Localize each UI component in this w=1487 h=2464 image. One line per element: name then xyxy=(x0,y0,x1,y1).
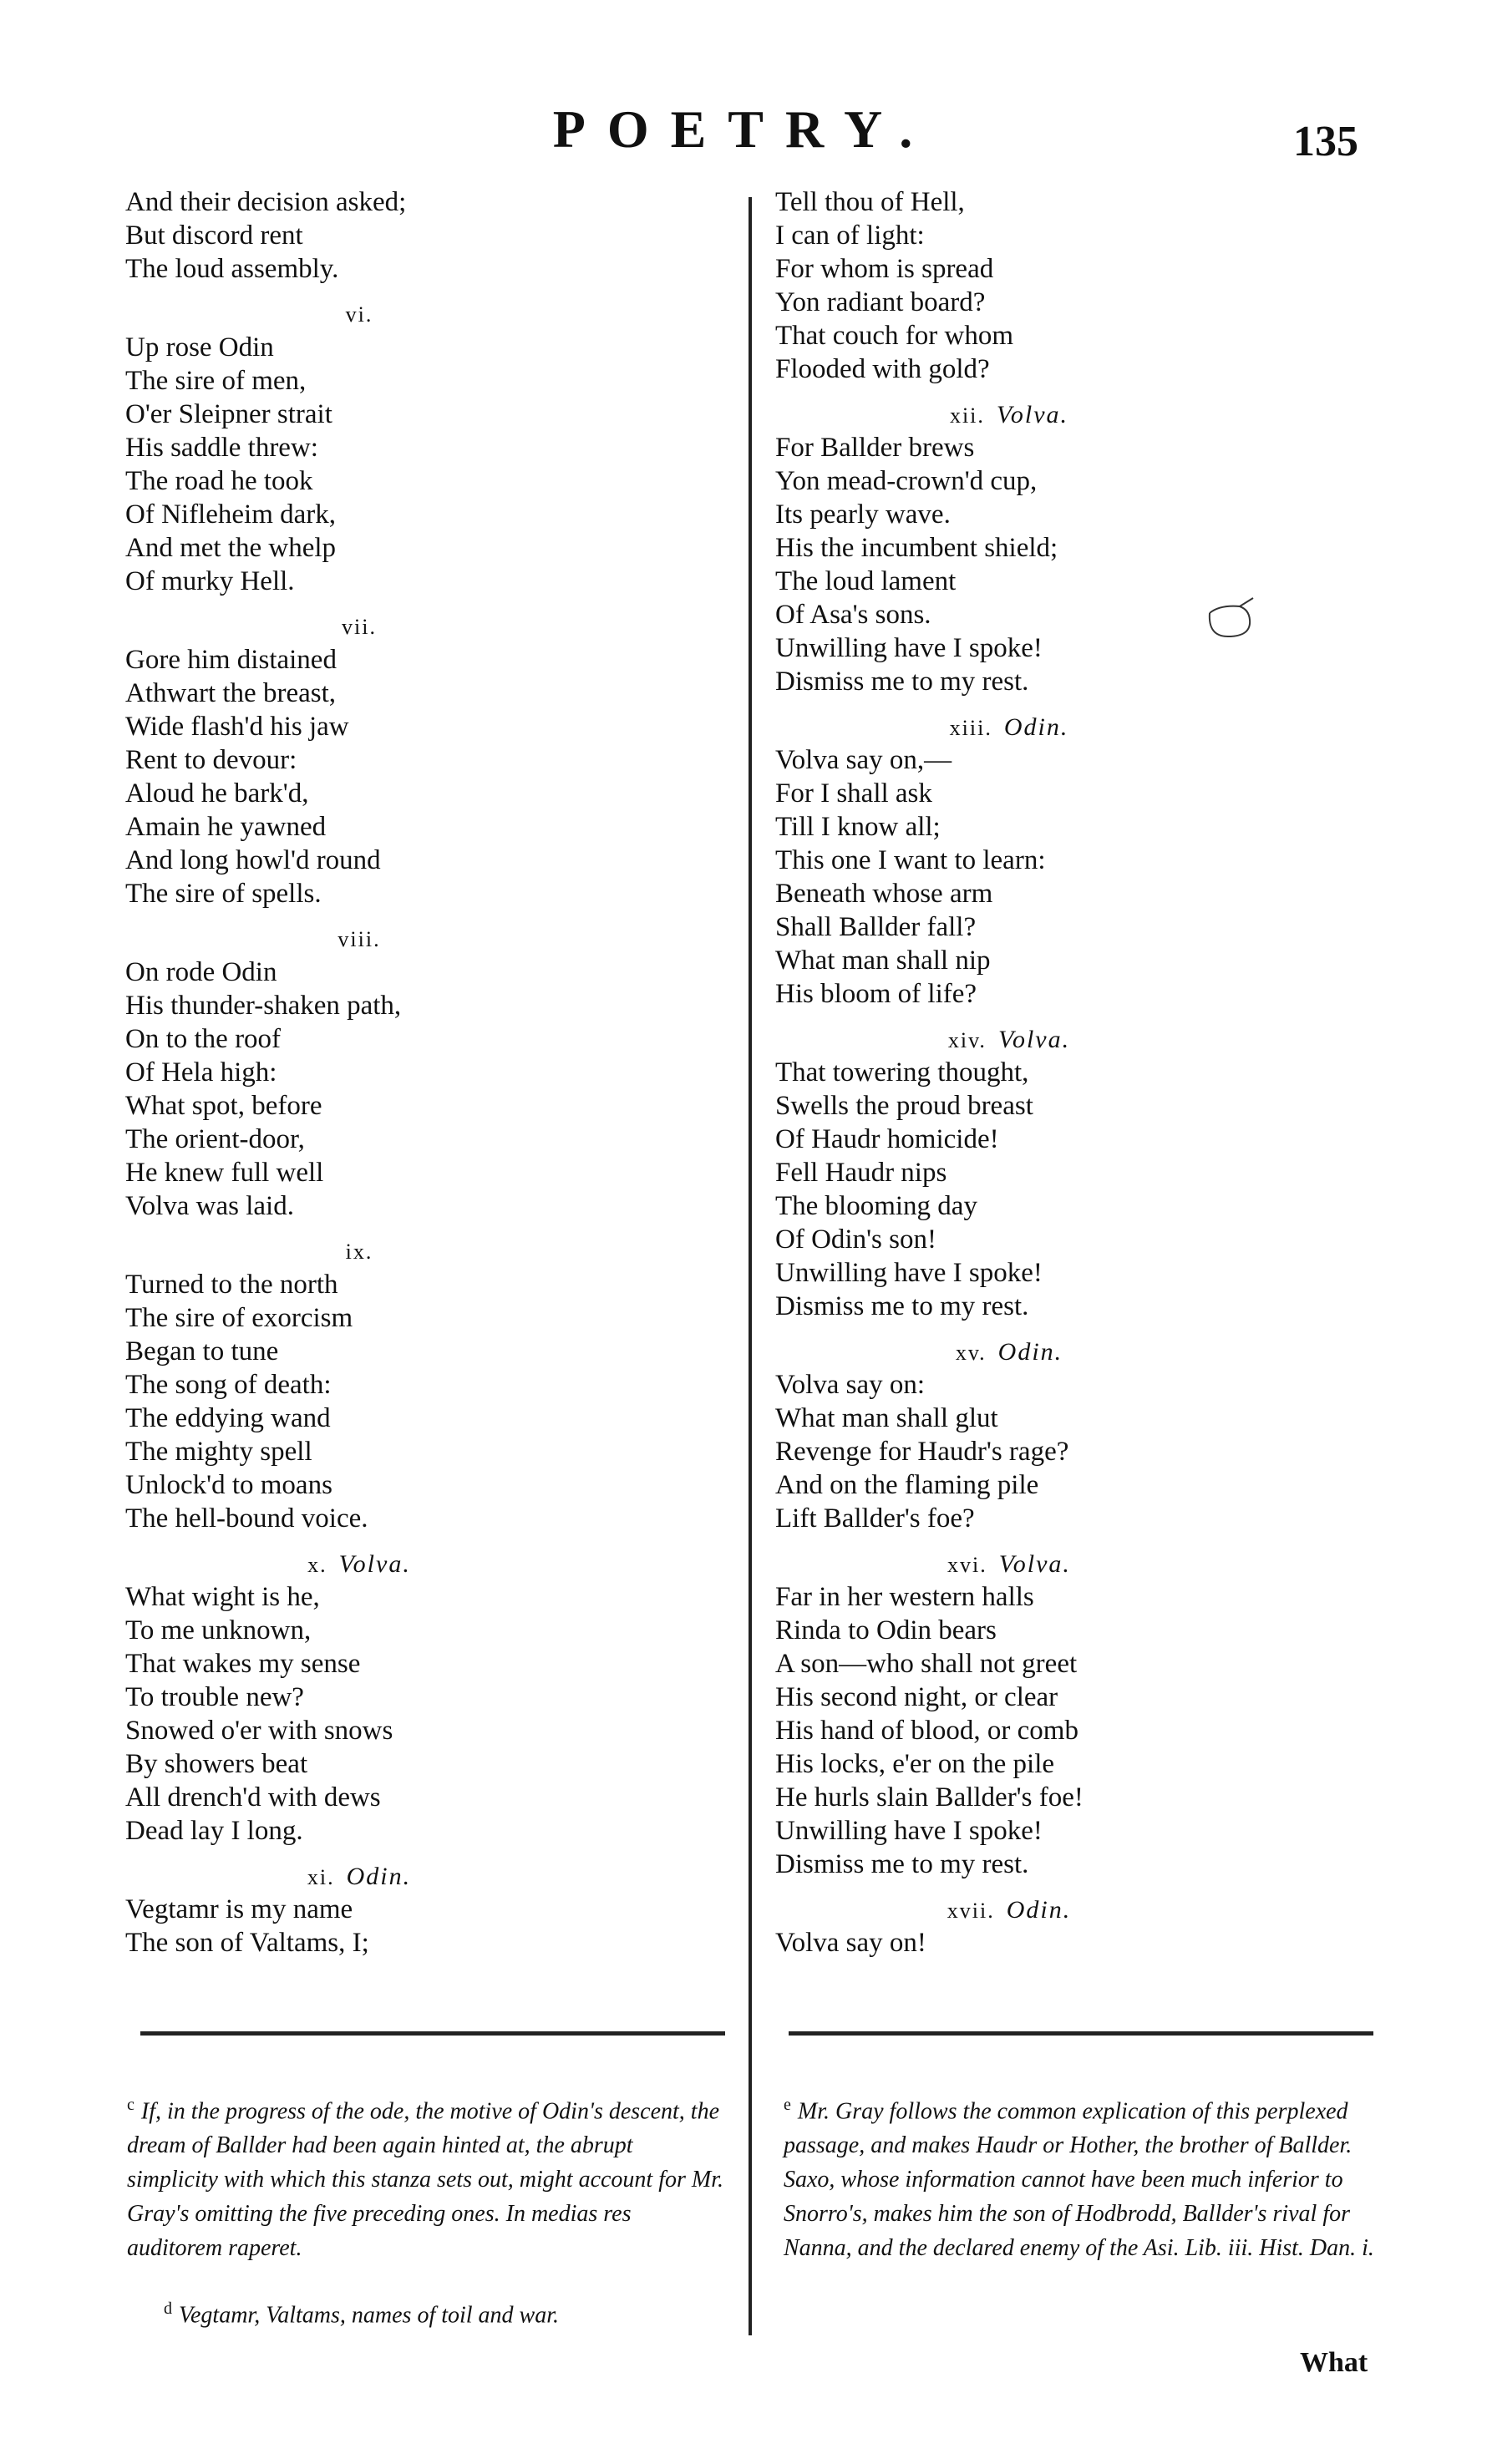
pencil-mark-icon xyxy=(1203,595,1261,645)
verse-line: Till I know all; xyxy=(775,812,941,842)
verse-line: Of murky Hell. xyxy=(125,566,295,596)
stanza-heading xyxy=(775,1894,1243,1926)
stanza xyxy=(125,299,727,598)
stanza-heading xyxy=(125,299,593,331)
verse-line: His second night, or clear xyxy=(775,1682,1058,1712)
verse-line: To me unknown, xyxy=(125,1615,312,1645)
verse-line: Yon mead-crown'd cup, xyxy=(775,466,1038,496)
verse-line: His locks, e'er on the pile xyxy=(775,1749,1055,1779)
verse-line: For whom is spread xyxy=(775,254,994,284)
stanza-speaker: Odin. xyxy=(346,1863,412,1890)
stanza-number: vii. xyxy=(342,615,377,639)
column-divider xyxy=(749,197,752,2335)
verse-line: For I shall ask xyxy=(775,778,932,809)
verse-line: Beneath whose arm xyxy=(775,879,993,909)
stanza-heading xyxy=(775,1024,1243,1056)
stanza-number: xvi. xyxy=(947,1553,987,1577)
verse-line: The song of death: xyxy=(125,1370,332,1400)
verse-line: On to the roof xyxy=(125,1024,282,1054)
verse-line: Flooded with gold? xyxy=(775,354,990,384)
verse-line: The son of Valtams, I; xyxy=(125,1928,369,1958)
left-column xyxy=(125,185,727,1960)
verse-line: Of Haudr homicide! xyxy=(775,1124,999,1154)
verse-line: Up rose Odin xyxy=(125,332,274,363)
verse-line: His bloom of life? xyxy=(775,979,977,1009)
stanza-heading xyxy=(125,1236,593,1268)
verse-line: Swells the proud breast xyxy=(775,1091,1033,1121)
stanza-speaker: Volva. xyxy=(997,1026,1071,1053)
verse-line: Dismiss me to my rest. xyxy=(775,667,1029,697)
verse-line: That towering thought, xyxy=(775,1057,1029,1088)
stanza-number: xv. xyxy=(955,1341,987,1365)
verse-line: That couch for whom xyxy=(775,321,1013,351)
verse-line: Its pearly wave. xyxy=(775,499,951,530)
verse-line: Athwart the breast, xyxy=(125,678,336,708)
verse-line: By showers beat xyxy=(125,1749,308,1779)
verse-line: Amain he yawned xyxy=(125,812,327,842)
verse-line: That wakes my sense xyxy=(125,1649,361,1679)
verse-line: What spot, before xyxy=(125,1091,322,1121)
verse-line: The mighty spell xyxy=(125,1437,312,1467)
stanza xyxy=(125,611,727,910)
stanza-number: ix. xyxy=(345,1240,373,1264)
footnote-d xyxy=(164,2292,732,2332)
stanza-heading xyxy=(775,1549,1243,1580)
stanza xyxy=(775,1024,1385,1323)
page-number: 135 xyxy=(1293,118,1358,165)
verse-line: Of Odin's son! xyxy=(775,1224,936,1255)
verse-line: All drench'd with dews xyxy=(125,1782,381,1813)
verse-line: And on the flaming pile xyxy=(775,1470,1039,1500)
stanza xyxy=(125,924,727,1223)
verse-line: The hell-bound voice. xyxy=(125,1503,368,1534)
stanza xyxy=(775,712,1385,1011)
verse-line: He knew full well xyxy=(125,1158,324,1188)
catchword: What xyxy=(1300,2347,1368,2378)
verse-line: Volva say on! xyxy=(775,1928,926,1958)
stanza-speaker: Volva. xyxy=(996,401,1069,428)
verse-line: His the incumbent shield; xyxy=(775,533,1058,563)
verse-line: What wight is he, xyxy=(125,1582,320,1612)
verse-line: Shall Ballder fall? xyxy=(775,912,977,942)
verse-line: What man shall nip xyxy=(775,946,991,976)
verse-line: Revenge for Haudr's rage? xyxy=(775,1437,1069,1467)
stanza-heading xyxy=(125,1549,593,1580)
verse-line: Began to tune xyxy=(125,1336,279,1366)
stanza xyxy=(125,1861,727,1960)
footnote-marker: d xyxy=(164,2299,172,2318)
stanza-heading xyxy=(125,1861,593,1893)
footnote-marker: e xyxy=(784,2096,791,2114)
verse-line: The loud lament xyxy=(775,566,957,596)
verse-line: He hurls slain Ballder's foe! xyxy=(775,1782,1084,1813)
stanza-heading xyxy=(775,399,1243,431)
verse-line: O'er Sleipner strait xyxy=(125,399,332,429)
verse-line: Snowed o'er with snows xyxy=(125,1716,393,1746)
verse-line: I can of light: xyxy=(775,221,925,251)
verse-line: Yon radiant board? xyxy=(775,287,986,317)
verse-line: And their decision asked; xyxy=(125,187,407,217)
footnote-c xyxy=(127,2088,728,2265)
verse-line: For Ballder brews xyxy=(775,433,975,463)
stanza-number: xiv. xyxy=(947,1028,987,1052)
verse-line: His thunder-shaken path, xyxy=(125,991,402,1021)
verse-line: Tell thou of Hell, xyxy=(775,187,965,217)
footnote-rule-right xyxy=(789,2031,1373,2036)
stanza xyxy=(125,1549,727,1848)
verse-line: The road he took xyxy=(125,466,313,496)
verse-line: The sire of men, xyxy=(125,366,307,396)
verse-line: Vegtamr is my name xyxy=(125,1894,353,1924)
verse-line: Dead lay I long. xyxy=(125,1816,303,1846)
verse-line: And met the whelp xyxy=(125,533,337,563)
stanza xyxy=(775,185,1385,386)
verse-line: Of Asa's sons. xyxy=(775,600,931,630)
verse-line: The blooming day xyxy=(775,1191,977,1221)
stanza-number: x. xyxy=(307,1553,327,1577)
right-column xyxy=(775,185,1385,1960)
verse-line: Lift Ballder's foe? xyxy=(775,1503,975,1534)
stanza-number: xiii. xyxy=(949,716,992,740)
footnote-e xyxy=(784,2088,1385,2265)
stanza-number: xi. xyxy=(307,1865,335,1889)
verse-line: The orient-door, xyxy=(125,1124,305,1154)
verse-line: Volva say on: xyxy=(775,1370,926,1400)
verse-line: Gore him distained xyxy=(125,645,337,675)
verse-line: Unwilling have I spoke! xyxy=(775,633,1043,663)
verse-line: The sire of exorcism xyxy=(125,1303,353,1333)
stanza-heading xyxy=(125,611,593,643)
footnote-text: Vegtamr, Valtams, names of toil and war. xyxy=(179,2302,560,2329)
stanza-number: xii. xyxy=(949,403,985,428)
verse-line: Fell Haudr nips xyxy=(775,1158,947,1188)
footnote-rule-left xyxy=(140,2031,725,2036)
verse-line: Dismiss me to my rest. xyxy=(775,1291,1029,1321)
verse-line: To trouble new? xyxy=(125,1682,304,1712)
verse-line: And long howl'd round xyxy=(125,845,381,875)
verse-line: Unlock'd to moans xyxy=(125,1470,332,1500)
verse-line: Volva say on,— xyxy=(775,745,952,775)
stanza-heading xyxy=(775,1336,1243,1368)
stanza xyxy=(775,1336,1385,1535)
footnote-text: If, in the progress of the ode, the motive of Odin's descent, the dream of Ballder had been again hinted at, the abrupt simplicity with which this stanza sets out, might account for Mr. Gray's omitting the five preceding ones. In medias res auditorem raperet. xyxy=(127,2098,723,2262)
verse-line: Wide flash'd his jaw xyxy=(125,712,349,742)
stanza xyxy=(125,1236,727,1535)
stanza xyxy=(775,1549,1385,1881)
stanza-number: viii. xyxy=(337,927,381,951)
stanza-heading xyxy=(125,924,593,956)
verse-line: His saddle threw: xyxy=(125,433,318,463)
verse-line: Aloud he bark'd, xyxy=(125,778,309,809)
verse-line: Unwilling have I spoke! xyxy=(775,1816,1043,1846)
verse-line: Dismiss me to my rest. xyxy=(775,1849,1029,1879)
footnote-text: Mr. Gray follows the common explication of this perplexed passage, and makes Haudr or Hother, the brother of Ballder. Saxo, whose information cannot have been much inferior to Snorro's, makes him the son of Hodbrodd, Ballder's rival for Nanna, and the declared enemy of the Asi. Lib. iii. Hist. Dan. i. xyxy=(784,2098,1374,2262)
verse-line: Volva was laid. xyxy=(125,1191,294,1221)
verse-line: Of Nifleheim dark, xyxy=(125,499,336,530)
stanza-speaker: Volva. xyxy=(338,1550,411,1578)
stanza-speaker: Odin. xyxy=(997,1338,1063,1366)
stanza xyxy=(775,399,1385,698)
verse-line: His hand of blood, or comb xyxy=(775,1716,1078,1746)
verse-line: A son—who shall not greet xyxy=(775,1649,1078,1679)
verse-line: Rent to devour: xyxy=(125,745,297,775)
verse-line: Far in her western halls xyxy=(775,1582,1034,1612)
verse-line: This one I want to learn: xyxy=(775,845,1046,875)
stanza-number: vi. xyxy=(345,302,373,327)
stanza xyxy=(775,1894,1385,1960)
running-title: POETRY. xyxy=(552,99,935,159)
stanza-speaker: Volva. xyxy=(998,1550,1071,1578)
verse-line: Rinda to Odin bears xyxy=(775,1615,997,1645)
verse-line: The loud assembly. xyxy=(125,254,339,284)
verse-line: The sire of spells. xyxy=(125,879,322,909)
stanza xyxy=(125,185,727,286)
verse-line: But discord rent xyxy=(125,221,303,251)
verse-line: Of Hela high: xyxy=(125,1057,277,1088)
stanza-speaker: Odin. xyxy=(1003,713,1069,741)
verse-line: On rode Odin xyxy=(125,957,277,987)
stanza-speaker: Odin. xyxy=(1006,1896,1072,1924)
verse-line: Unwilling have I spoke! xyxy=(775,1258,1043,1288)
stanza-number: xvii. xyxy=(947,1899,995,1923)
footnote-marker: c xyxy=(127,2096,134,2114)
stanza-heading xyxy=(775,712,1243,743)
verse-line: The eddying wand xyxy=(125,1403,331,1433)
verse-line: What man shall glut xyxy=(775,1403,998,1433)
verse-line: Turned to the north xyxy=(125,1270,338,1300)
